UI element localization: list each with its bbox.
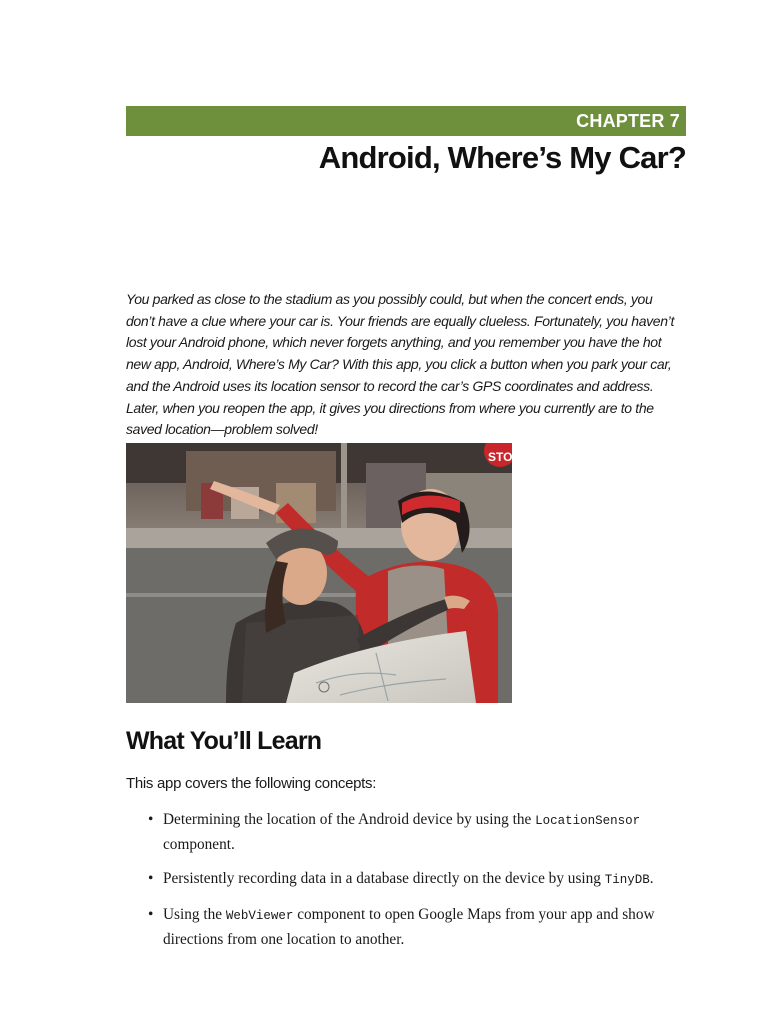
bullet-icon: •: [148, 906, 154, 923]
chapter-photo: [126, 443, 512, 703]
item-text: Determining the location of the Android device by using the: [163, 811, 536, 828]
code-term: TinyDB: [604, 873, 650, 887]
item-text: component to open Google Maps from your app and show directions from one location to another.: [163, 906, 655, 948]
chapter-label: CHAPTER 7: [576, 110, 680, 131]
list-item: [148, 867, 693, 892]
item-text: .: [649, 870, 654, 887]
code-term: WebViewer: [225, 909, 294, 923]
item-text: Persistently recording data in a database directly on the device by using: [163, 870, 605, 887]
chapter-title: Android, Where’s My Car?: [318, 140, 686, 175]
bullet-icon: •: [148, 870, 154, 887]
chapter-banner: [126, 106, 686, 136]
concept-list: [148, 808, 693, 962]
section-intro: This app covers the following concepts:: [126, 775, 377, 792]
bullet-icon: •: [148, 811, 154, 828]
section-heading: What You’ll Learn: [126, 727, 322, 755]
item-text: component.: [163, 836, 235, 853]
intro-paragraph: You parked as close to the stadium as you possibly could, but when the concert ends, you don’t have a clue where your car is. Your friends are equally clueless. Fortunately, you haven’t lost your Android phone, which never forgets anything, and you remember you have the hot new app, Android, Where’s My Car? With this app, you click a button when you park your car, and the Android uses its location sensor to record the car’s GPS coordinates and address. Later, when you reopen the app, it gives you directions from where you currently are to the saved location—problem solved!: [126, 291, 674, 438]
stop-sign-text: STO: [488, 450, 512, 464]
item-text: Using the: [163, 906, 226, 923]
list-item: [148, 903, 693, 951]
list-item: [148, 808, 693, 856]
code-term: LocationSensor: [535, 814, 641, 828]
